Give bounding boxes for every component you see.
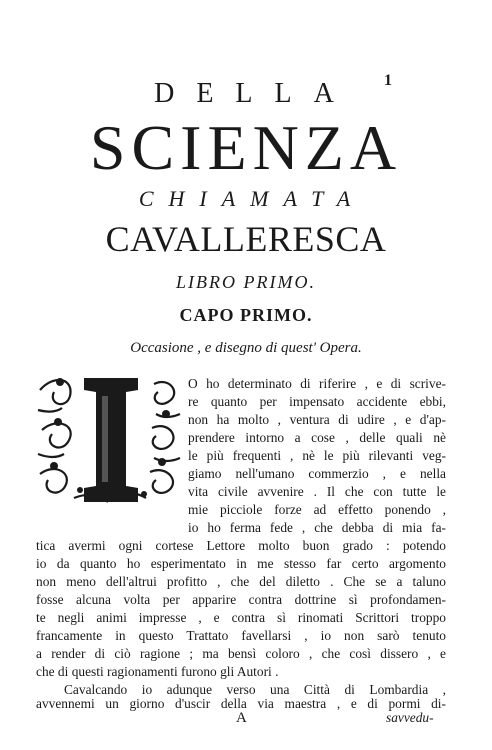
- signature-mark: A: [236, 710, 247, 726]
- text-line: io da quanto ho esperimentato in me stesso far certo argomento: [36, 556, 446, 571]
- text-line: fosse alcuna volta per apparire contra dottrine sì profondamen-: [36, 592, 446, 607]
- title-scienza: SCIENZA: [89, 112, 403, 183]
- text-line: avvennemi un giorno d'uscir della via maestra , e di pormi di-: [36, 696, 446, 711]
- text-line: non meno dell'altrui profitto , che del diletto . Che se a taluno: [36, 574, 446, 589]
- title-della: DELLA: [154, 78, 356, 109]
- text-line: io ho ferma fede , che debba di mia fa-: [188, 520, 446, 535]
- page-number: 1: [384, 72, 392, 89]
- text-line: tica avermi ogni cortese Lettore molto buon grado : potendo: [36, 538, 446, 553]
- text-line: che di questi ragionamenti furono gli Autori .: [36, 664, 279, 679]
- text-line: re quanto per impensato accidente ebbi,: [188, 394, 446, 409]
- chapter-subtitle: Occasione , e disegno di quest' Opera.: [130, 340, 362, 356]
- book-heading: LIBRO PRIMO.: [176, 272, 316, 292]
- text-line: giamo nell'umano commerzio , e nella: [188, 466, 446, 481]
- chapter-heading: CAPO PRIMO.: [179, 305, 313, 325]
- text-line: te negli animi impresse , e contra sì rinomati Scrittori troppo: [36, 610, 446, 625]
- text-line: non ha molto , ventura di udire , e d'ap-: [188, 412, 446, 427]
- text-line: le più frequenti , nè le più rilevanti veg-: [188, 448, 446, 463]
- catchword: savvedu-: [386, 710, 434, 725]
- text-line: O ho determinato di riferire , e di scrive-: [188, 376, 446, 391]
- text-line: vita civile avvenire . Il che con tutte le: [188, 484, 446, 499]
- text-line: mie picciole forze ad effetto ponendo ,: [188, 502, 446, 517]
- title-chiamata: CHIAMATA: [138, 186, 366, 211]
- text-line: Cavalcando io adunque verso una Città di Lombardia ,: [64, 682, 446, 697]
- text-line: prendere intorno a cose , delle quali nè: [188, 430, 446, 445]
- title-cavalleresca: CAVALLERESCA: [105, 219, 387, 259]
- text-line: francamente in questo Trattato favellarsi , io non sarò tenuto: [36, 628, 446, 643]
- text-line: a render di ciò ragione ; ma bensì coloro , che così dissero , e: [36, 646, 446, 661]
